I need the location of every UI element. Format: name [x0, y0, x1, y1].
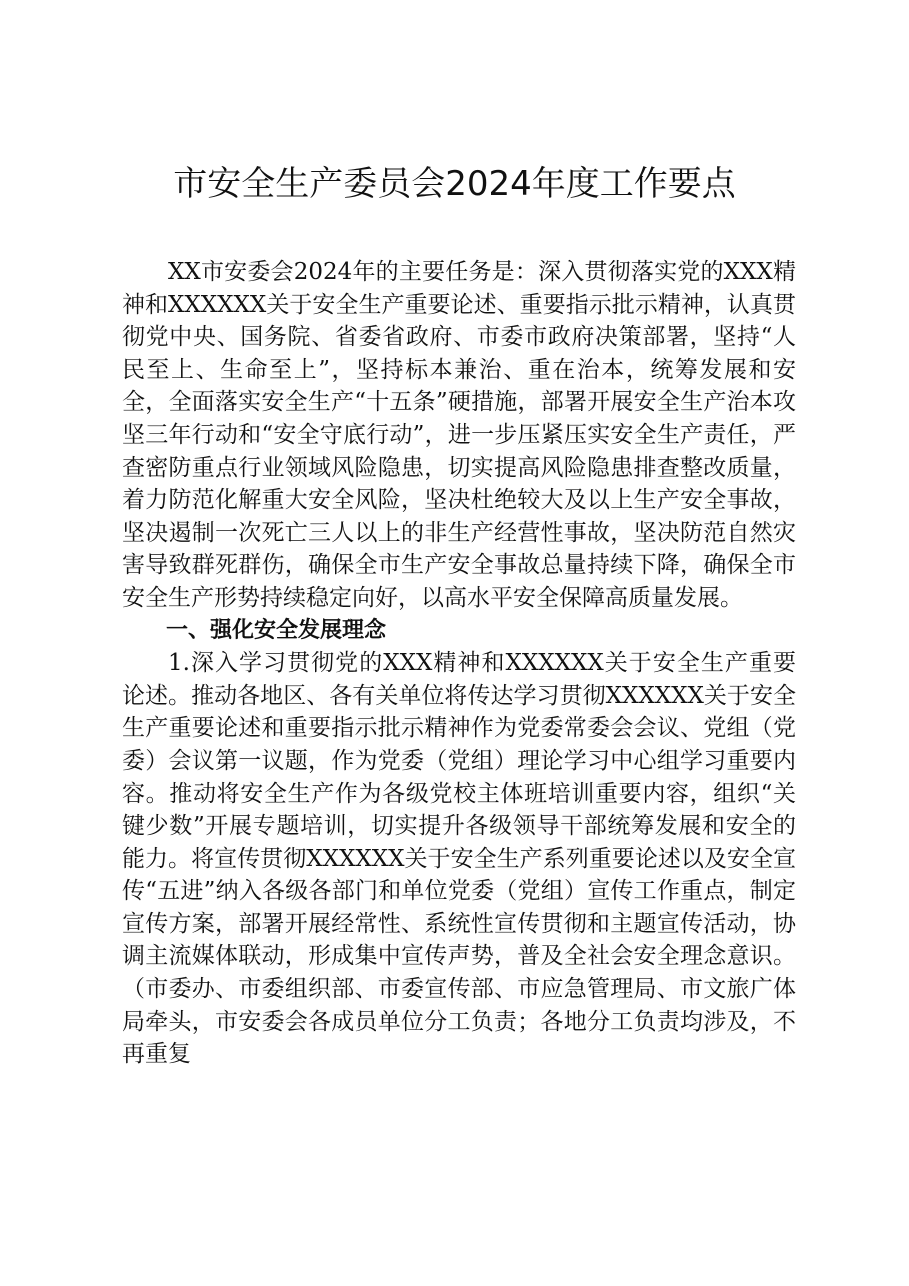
intro-paragraph: XX市安委会2024年的主要任务是：深入贯彻落实党的XXX精神和XXXXXX关于安全生产重要论述、重要指示批示精神，认真贯彻党中央、国务院、省委省政府、市委市政府决策部署，坚持“人民至上、生命至上”，坚持标本兼治、重在治本，统筹发展和安全，全面落实安全生产“十五条”硬措施，部署开展安全生产治本攻坚三年行动和“安全守底行动”，进一步压紧压实安全生产责任，严查密防重点行业领域风险隐患，切实提高风险隐患排查整改质量，着力防范化解重大安全风险，坚决杜绝较大及以上生产安全事故，坚决遏制一次死亡三人以上的非生产经营性事故，坚决防范自然灾害导致群死群伤，确保全市生产安全事故总量持续下降，确保全市安全生产形势持续稳定向好，以高水平安全保障高质量发展。	[122, 259, 796, 611]
section-heading-1: 一、强化安全发展理念	[166, 617, 387, 643]
item-paragraph-1: 1.深入学习贯彻党的XXX精神和XXXXXX关于安全生产重要论述。推动各地区、各有关单位将传达学习贯彻XXXXXX关于安全生产重要论述和重要指示批示精神作为党委常委会会议、党组（党委）会议第一议题，作为党委（党组）理论学习中心组学习重要内容。推动将安全生产作为各级党校主体班培训重要内容，组织“关键少数”开展专题培训，切实提升各级领导干部统筹发展和安全的能力。将宣传贯彻XXXXXX关于安全生产系列重要论述以及安全宣传“五进”纳入各级各部门和单位党委（党组）宣传工作重点，制定宣传方案，部署开展经常性、系统性宣传贯彻和主题宣传活动，协调主流媒体联动，形成集中宣传声势，普及全社会安全理念意识。（市委办、市委组织部、市委宣传部、市应急管理局、市文旅广体局牵头，市安委会各成员单位分工负责；各地分工负责均涉及，不再重复	[122, 650, 796, 1068]
document-title: 市安全生产委员会2024年度工作要点	[173, 164, 736, 204]
document-body	[122, 256, 796, 1071]
